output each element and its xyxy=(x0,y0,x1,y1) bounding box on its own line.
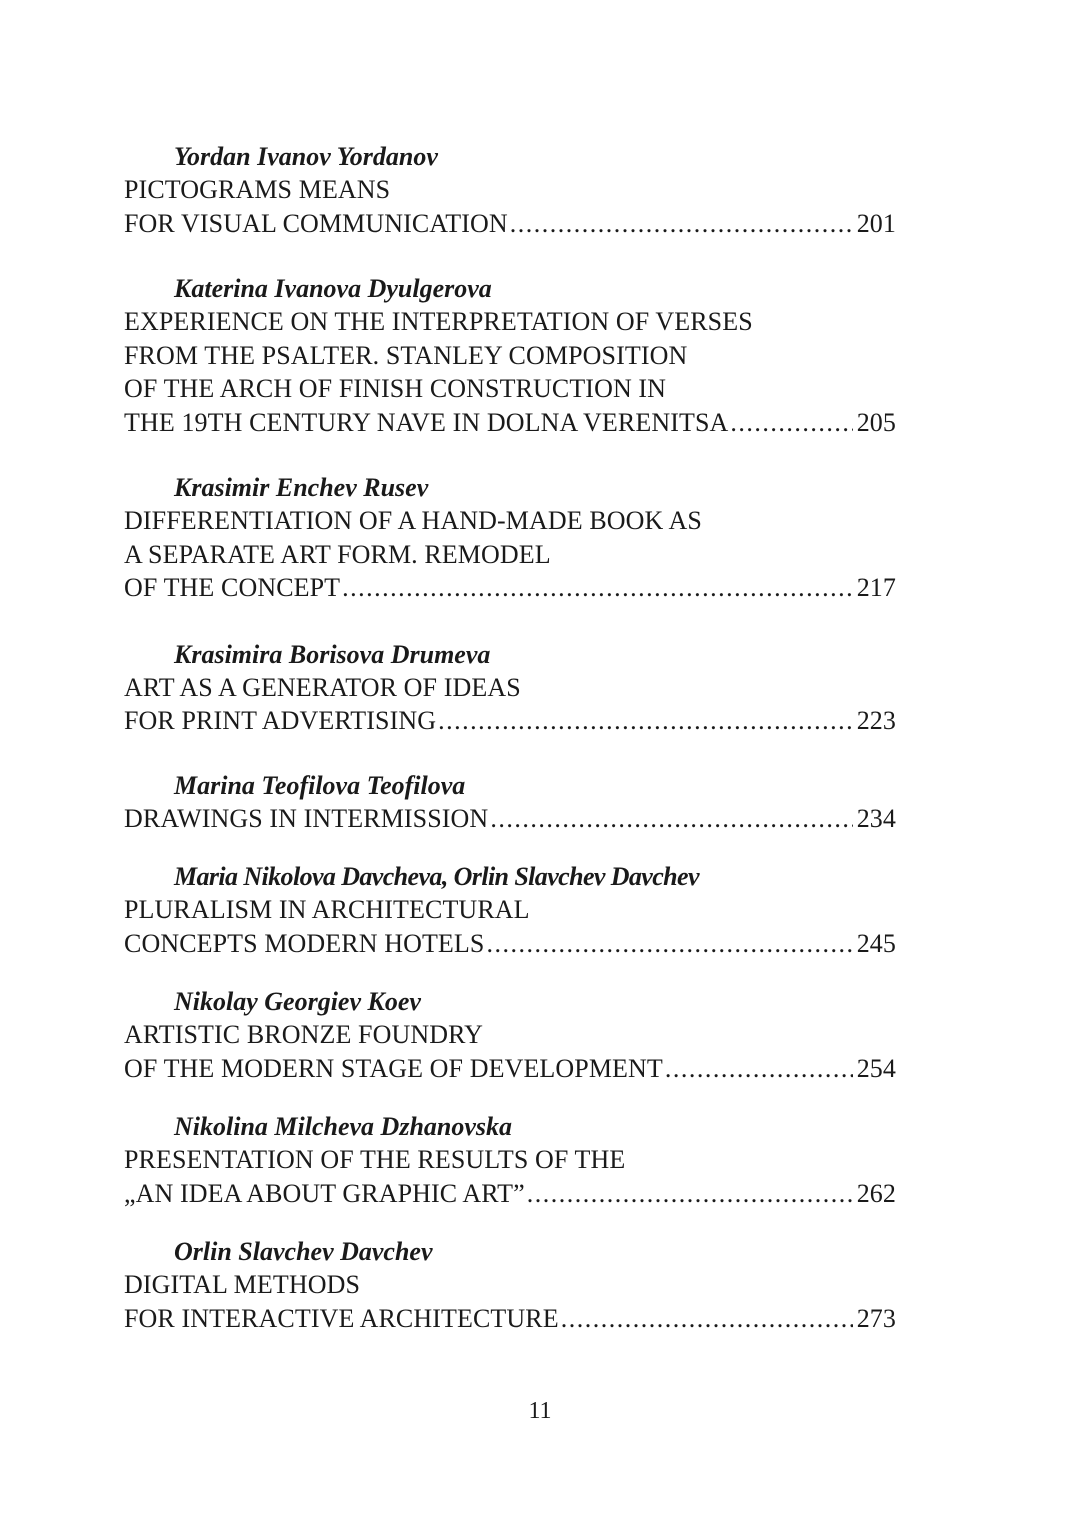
entry-title-last-line xyxy=(124,927,896,961)
entry-author: Krasimira Borisova Drumeva xyxy=(174,639,491,669)
entry-page-number: 201 xyxy=(856,208,896,238)
toc-entry xyxy=(124,860,896,960)
dot-leader xyxy=(561,1302,853,1336)
entry-title-line: EXPERIENCE ON THE INTERPRETATION OF VERSES xyxy=(124,307,753,336)
entry-author: Yordan Ivanov Yordanov xyxy=(174,142,438,171)
entry-title-last-line xyxy=(124,571,896,605)
entry-title-last-line xyxy=(124,1052,896,1086)
entry-page-number: 217 xyxy=(856,573,896,602)
dot-leader xyxy=(490,802,852,836)
entry-title-line: „AN IDEA ABOUT GRAPHIC ART” xyxy=(124,1178,525,1208)
toc-entry xyxy=(124,769,896,836)
entry-author: Nikolay Georgiev Koev xyxy=(174,987,421,1016)
toc-entry xyxy=(124,272,896,439)
entry-title-line: DIFFERENTIATION OF A HAND-MADE BOOK AS xyxy=(124,506,702,535)
entry-title-line: A SEPARATE ART FORM. REMODEL xyxy=(124,539,551,569)
dot-leader xyxy=(665,1052,853,1086)
entry-title-line: OF THE CONCEPT xyxy=(124,573,341,602)
entry-title-last-line xyxy=(124,704,896,738)
dot-leader xyxy=(342,571,853,605)
entry-title-line: PICTOGRAMS MEANS xyxy=(124,175,391,204)
entry-title-line: OF THE MODERN STAGE OF DEVELOPMENT xyxy=(124,1053,663,1083)
entry-page-number: 262 xyxy=(856,1178,896,1208)
entry-title-last-line xyxy=(124,1302,896,1336)
entry-title-last-line xyxy=(124,207,896,241)
entry-author: Krasimir Enchev Rusev xyxy=(174,473,429,502)
entry-page-number: 234 xyxy=(856,803,896,833)
entry-page-number: 273 xyxy=(856,1303,896,1333)
entry-page-number: 254 xyxy=(856,1053,896,1083)
entry-title-line: FROM THE PSALTER. STANLEY COMPOSITION xyxy=(124,340,688,370)
entry-title-line: PRESENTATION OF THE RESULTS OF THE xyxy=(124,1145,626,1174)
table-of-contents xyxy=(124,140,896,1335)
entry-title-line: DIGITAL METHODS xyxy=(124,1270,361,1299)
entry-title-last-line xyxy=(124,406,896,440)
dot-leader xyxy=(486,927,852,961)
entry-page-number: 223 xyxy=(856,706,896,735)
dot-leader xyxy=(730,406,852,440)
entry-title-last-line xyxy=(124,1177,896,1211)
entry-author: Orlin Slavchev Davchev xyxy=(174,1237,433,1266)
entry-author: Nikolina Milcheva Dzhanovska xyxy=(174,1112,513,1141)
dot-leader xyxy=(527,1177,853,1211)
entry-title-line: DRAWINGS IN INTERMISSION xyxy=(124,803,489,833)
entry-title-line: FOR INTERACTIVE ARCHITECTURE xyxy=(124,1303,559,1333)
entry-author: Marina Teofilova Teofilova xyxy=(174,770,466,800)
entry-title-line: FOR PRINT ADVERTISING xyxy=(124,706,437,735)
dot-leader xyxy=(510,207,853,241)
dot-leader xyxy=(438,704,853,738)
toc-entry xyxy=(124,1235,896,1335)
entry-page-number: 245 xyxy=(856,928,896,958)
entry-title-line: FOR VISUAL COMMUNICATION xyxy=(124,208,508,238)
toc-entry xyxy=(124,638,896,738)
entry-title-line: CONCEPTS MODERN HOTELS xyxy=(124,928,485,958)
page-number: 11 xyxy=(528,1398,552,1424)
toc-entry xyxy=(124,471,896,605)
entry-title-line: ARTISTIC BRONZE FOUNDRY xyxy=(124,1020,483,1049)
entry-author: Maria Nikolova Davcheva, Orlin Slavchev Davchev xyxy=(174,862,699,891)
toc-entry xyxy=(124,140,896,240)
entry-title-line: THE 19TH CENTURY NAVE IN DOLNA VERENITSA xyxy=(124,407,729,437)
entry-title-line: OF THE ARCH OF FINISH CONSTRUCTION IN xyxy=(124,374,667,403)
entry-title-line: PLURALISM IN ARCHITECTURAL xyxy=(124,895,530,924)
toc-entry xyxy=(124,1110,896,1210)
entry-title-line: ART AS A GENERATOR OF IDEAS xyxy=(124,672,521,702)
entry-title-last-line xyxy=(124,802,896,836)
entry-page-number: 205 xyxy=(856,407,896,437)
toc-entry xyxy=(124,985,896,1085)
entry-author: Katerina Ivanova Dyulgerova xyxy=(174,274,492,303)
